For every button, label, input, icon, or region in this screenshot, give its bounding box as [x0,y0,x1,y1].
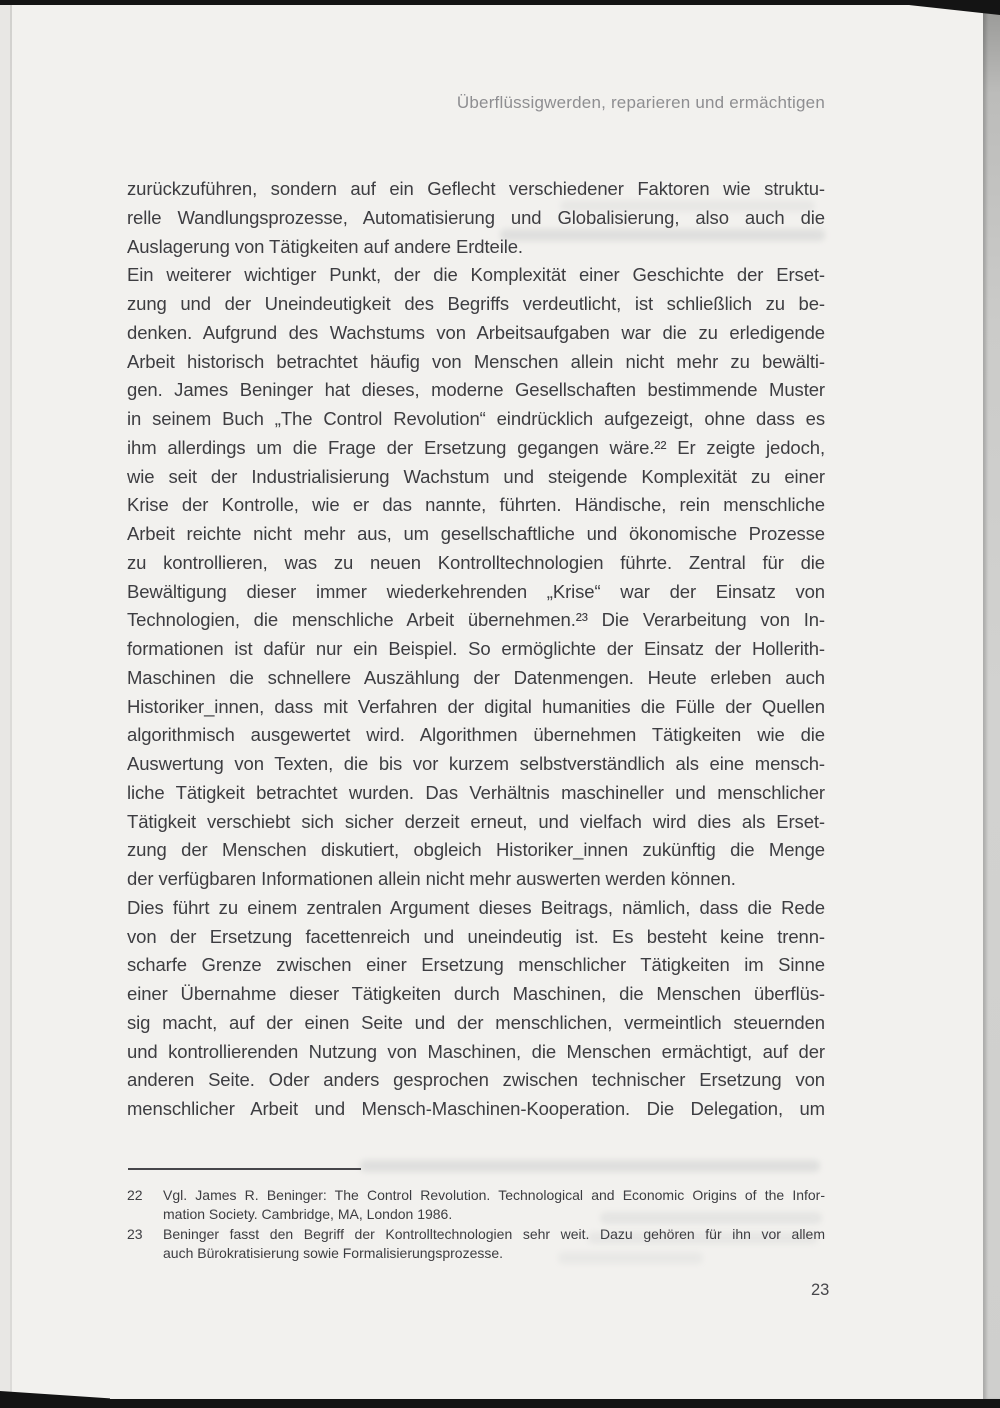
body-line: Maschinen die schnellere Auszählung der Datenmengen. Heute erleben auch [127,666,825,688]
footnote [127,1186,825,1225]
body-line: gen. James Beninger hat dieses, moderne Gesellschaften bestimmende Muster [127,379,825,401]
footnote-number: 22 [127,1187,143,1203]
left-margin-shade [0,0,10,1408]
body-line: und kontrollierenden Nutzung von Maschinen, die Menschen ermächtigt, auf der [127,1040,825,1062]
footnote-line: mation Society. Cambridge, MA, London 1986. [163,1206,453,1223]
body-line: Bewältigung dieser immer wiederkehrenden „Krise“ war der Einsatz von [127,580,825,602]
body-line: zung und der Uneindeutigkeit des Begriffs verdeutlicht, ist schließlich zu be- [127,293,825,314]
scan-edge-top [0,0,1000,5]
body-line: zung der Menschen diskutiert, obgleich Historiker_innen zukünftig die Menge [127,839,825,861]
scan-edge-bottom-left [0,1391,110,1400]
body-line: relle Wandlungsprozesse, Automatisierung und Globalisierung, also auch die [127,206,825,228]
show-through-smudge [360,1160,820,1172]
body-line: Technologien, die menschliche Arbeit übernehmen.²³ Die Verarbeitung von In- [127,609,825,631]
body-line: Auswertung von Texten, die bis vor kurzem selbstverständlich als eine mensch- [127,753,825,774]
body-line: algorithmisch ausgewertet wird. Algorithmen übernehmen Tätigkeiten wie die [127,724,825,746]
body-line: wie seit der Industrialisierung Wachstum und steigende Komplexität zu einer [127,465,825,487]
body-line: Arbeit historisch betrachtet häufig von Menschen allein nicht mehr zu bewälti- [127,350,825,372]
body-line: Dies führt zu einem zentralen Argument dieses Beitrags, nämlich, dass die Rede [127,896,825,918]
body-line: formationen ist dafür nur ein Beispiel. So ermöglichte der Einsatz der Hollerith- [127,638,825,659]
body-line: Auslagerung von Tätigkeiten auf andere Erdteile. [127,235,523,257]
page-crease [10,0,12,1400]
footnote-line: Vgl. James R. Beninger: The Control Revolution. Technological and Economic Origins of the Infor- [163,1187,825,1203]
body-line: Krise der Kontrolle, wie er das nannte, führten. Händische, rein menschliche [127,494,825,516]
body-line: liche Tätigkeit betrachtet wurden. Das Verhältnis maschineller und menschlicher [127,781,825,803]
page-number: 23 [811,1281,830,1299]
body-line: Historiker_innen, dass mit Verfahren der digital humanities die Fülle der Quellen [127,695,825,717]
body-line: zu kontrollieren, was zu neuen Kontrolltechnologien führte. Zentral für die [127,551,825,573]
body-line: der verfügbaren Informationen allein nicht mehr auswerten werden können. [127,868,736,889]
body-line: in seinem Buch „The Control Revolution“ eindrücklich aufgezeigt, ohne dass es [127,408,825,429]
footnote-text [163,1225,825,1264]
footnote-text [163,1186,825,1225]
footnote [127,1225,825,1264]
body-line: denken. Aufgrund des Wachstums von Arbeitsaufgaben war die zu erledigende [127,321,825,343]
scan-edge-top-right [890,0,1000,15]
body-line: zurückzuführen, sondern auf ein Geflecht verschiedener Faktoren wie struktu- [127,178,825,199]
footnotes [127,1186,825,1263]
body-line: menschlicher Arbeit und Mensch-Maschinen-Kooperation. Die Delegation, um [127,1098,825,1119]
body-line: einer Übernahme dieser Tätigkeiten durch Maschinen, die Menschen überflüs- [127,983,825,1004]
body-line: anderen Seite. Oder anders gesprochen zwischen technischer Ersetzung von [127,1069,825,1091]
scan-edge-bottom [0,1399,1000,1408]
body-line: sig macht, auf der einen Seite und der menschlichen, vermeintlich steuernden [127,1011,825,1033]
body-line: ihm allerdings um die Frage der Ersetzung gegangen wäre.²² Er zeigte jedoch, [127,436,825,458]
body-line: scharfe Grenze zwischen einer Ersetzung menschlicher Tätigkeiten im Sinne [127,954,825,976]
book-page-edges [983,4,1000,1400]
running-header: Überflüssigwerden, reparieren und ermächtigen [456,93,825,112]
body-line: Arbeit reichte nicht mehr aus, um gesellschaftliche und ökonomische Prozesse [127,523,825,544]
footnote-number: 23 [127,1225,143,1242]
body-line: Tätigkeit verschiebt sich sicher derzeit erneut, und vielfach wird dies als Erset- [127,810,825,832]
footnote-rule [128,1168,361,1170]
footnote-line: auch Bürokratisierung sowie Formalisierungsprozesse. [163,1244,504,1261]
body-line: Ein weiterer wichtiger Punkt, der die Komplexität einer Geschichte der Erset- [127,264,825,286]
body-line: von der Ersetzung facettenreich und uneindeutig ist. Es besteht keine trenn- [127,925,825,947]
footnote-line: Beninger fasst den Begriff der Kontrolltechnologien sehr weit. Dazu gehören für ihn vor allem [163,1225,825,1242]
body-text [127,175,825,1124]
